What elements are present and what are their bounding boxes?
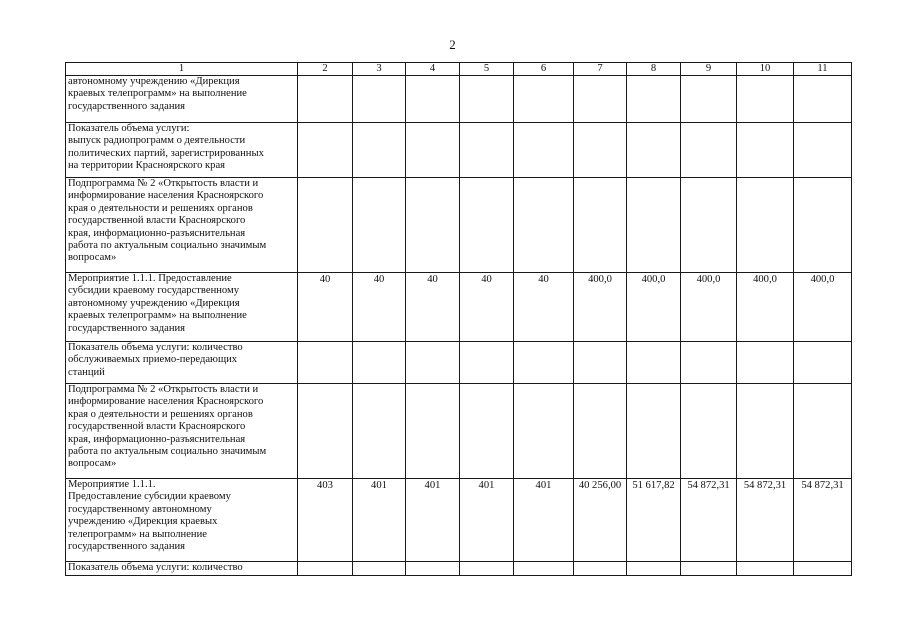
- value-cell: [514, 384, 574, 479]
- value-cell: 40 256,00: [574, 479, 627, 562]
- value-cell: 54 872,31: [737, 479, 794, 562]
- value-cell: 400,0: [681, 273, 737, 342]
- value-cell: [514, 562, 574, 576]
- row-description: автономному учреждению «Дирекция краевых телепрограмм» на выполнение государственного задания: [66, 76, 298, 123]
- column-header: 2: [298, 63, 353, 76]
- value-cell: [406, 342, 460, 384]
- value-cell: [298, 76, 353, 123]
- table-row: [66, 384, 852, 479]
- value-cell: [627, 562, 681, 576]
- column-header: 10: [737, 63, 794, 76]
- value-cell: [353, 76, 406, 123]
- value-cell: [627, 76, 681, 123]
- value-cell: [794, 178, 852, 273]
- row-description: Показатель объема услуги: количество: [66, 562, 298, 576]
- value-cell: [460, 76, 514, 123]
- value-cell: [681, 178, 737, 273]
- value-cell: [574, 562, 627, 576]
- value-cell: [627, 384, 681, 479]
- value-cell: [353, 178, 406, 273]
- value-cell: [574, 178, 627, 273]
- row-description: Подпрограмма № 2 «Открытость власти и информирование населения Красноярского края о деятельности и решениях органов государственной власти Красноярского края, информационно-разъяснительная работа по актуальным социально значимым вопросам»: [66, 384, 298, 479]
- value-cell: [460, 562, 514, 576]
- value-cell: [737, 76, 794, 123]
- row-description: Показатель объема услуги: выпуск радиопрограмм о деятельности политических партий, зарегистрированных на территории Красноярского края: [66, 123, 298, 178]
- value-cell: 401: [406, 479, 460, 562]
- value-cell: [737, 178, 794, 273]
- table-row: [66, 479, 852, 562]
- value-cell: [298, 178, 353, 273]
- value-cell: 401: [460, 479, 514, 562]
- value-cell: [353, 562, 406, 576]
- data-table: [65, 62, 852, 576]
- value-cell: [514, 123, 574, 178]
- value-cell: [353, 342, 406, 384]
- value-cell: 40: [353, 273, 406, 342]
- table-row: [66, 76, 852, 123]
- value-cell: [681, 76, 737, 123]
- value-cell: [298, 384, 353, 479]
- value-cell: [298, 342, 353, 384]
- table-row: [66, 123, 852, 178]
- table-row: [66, 562, 852, 576]
- value-cell: [406, 384, 460, 479]
- value-cell: [737, 562, 794, 576]
- table-row: [66, 273, 852, 342]
- value-cell: [353, 123, 406, 178]
- value-cell: 400,0: [737, 273, 794, 342]
- value-cell: 51 617,82: [627, 479, 681, 562]
- value-cell: [574, 123, 627, 178]
- value-cell: [737, 384, 794, 479]
- value-cell: 401: [353, 479, 406, 562]
- row-description: Мероприятие 1.1.1. Предоставление субсидии краевому государственному автономному учреждению «Дирекция краевых телепрограмм» на выполнение государственного задания: [66, 479, 298, 562]
- value-cell: 54 872,31: [681, 479, 737, 562]
- row-description: Подпрограмма № 2 «Открытость власти и информирование населения Красноярского края о деятельности и решениях органов государственной власти Красноярского края, информационно-разъяснительная работа по актуальным социально значимым вопросам»: [66, 178, 298, 273]
- value-cell: 54 872,31: [794, 479, 852, 562]
- value-cell: [794, 384, 852, 479]
- table-header-row: [66, 63, 852, 76]
- value-cell: 403: [298, 479, 353, 562]
- table-row: [66, 342, 852, 384]
- value-cell: [681, 562, 737, 576]
- value-cell: [406, 123, 460, 178]
- value-cell: 400,0: [627, 273, 681, 342]
- column-header: 4: [406, 63, 460, 76]
- value-cell: [737, 342, 794, 384]
- column-header: 8: [627, 63, 681, 76]
- value-cell: [460, 123, 514, 178]
- value-cell: [406, 76, 460, 123]
- value-cell: [460, 384, 514, 479]
- column-header: 3: [353, 63, 406, 76]
- value-cell: [681, 384, 737, 479]
- page-number: 2: [449, 37, 456, 52]
- value-cell: [460, 342, 514, 384]
- column-header: 1: [66, 63, 298, 76]
- value-cell: [574, 342, 627, 384]
- value-cell: [514, 178, 574, 273]
- column-header: 7: [574, 63, 627, 76]
- row-description: Мероприятие 1.1.1. Предоставление субсидии краевому государственному автономному учреждению «Дирекция краевых телепрограмм» на выполнение государственного задания: [66, 273, 298, 342]
- value-cell: 40: [298, 273, 353, 342]
- value-cell: [406, 562, 460, 576]
- row-description: Показатель объема услуги: количество обслуживаемых приемо-передающих станций: [66, 342, 298, 384]
- value-cell: [298, 562, 353, 576]
- table-row: [66, 178, 852, 273]
- value-cell: [574, 76, 627, 123]
- value-cell: [794, 76, 852, 123]
- value-cell: 400,0: [794, 273, 852, 342]
- value-cell: [298, 123, 353, 178]
- value-cell: [737, 123, 794, 178]
- value-cell: [794, 342, 852, 384]
- value-cell: 401: [514, 479, 574, 562]
- column-header: 6: [514, 63, 574, 76]
- column-header: 9: [681, 63, 737, 76]
- value-cell: [681, 342, 737, 384]
- column-header: 11: [794, 63, 852, 76]
- value-cell: [794, 562, 852, 576]
- value-cell: [627, 342, 681, 384]
- column-header: 5: [460, 63, 514, 76]
- value-cell: [794, 123, 852, 178]
- value-cell: [681, 123, 737, 178]
- value-cell: [353, 384, 406, 479]
- value-cell: [514, 76, 574, 123]
- value-cell: 40: [460, 273, 514, 342]
- value-cell: [460, 178, 514, 273]
- value-cell: [514, 342, 574, 384]
- value-cell: [627, 178, 681, 273]
- value-cell: 40: [514, 273, 574, 342]
- value-cell: [574, 384, 627, 479]
- value-cell: 40: [406, 273, 460, 342]
- value-cell: 400,0: [574, 273, 627, 342]
- value-cell: [406, 178, 460, 273]
- value-cell: [627, 123, 681, 178]
